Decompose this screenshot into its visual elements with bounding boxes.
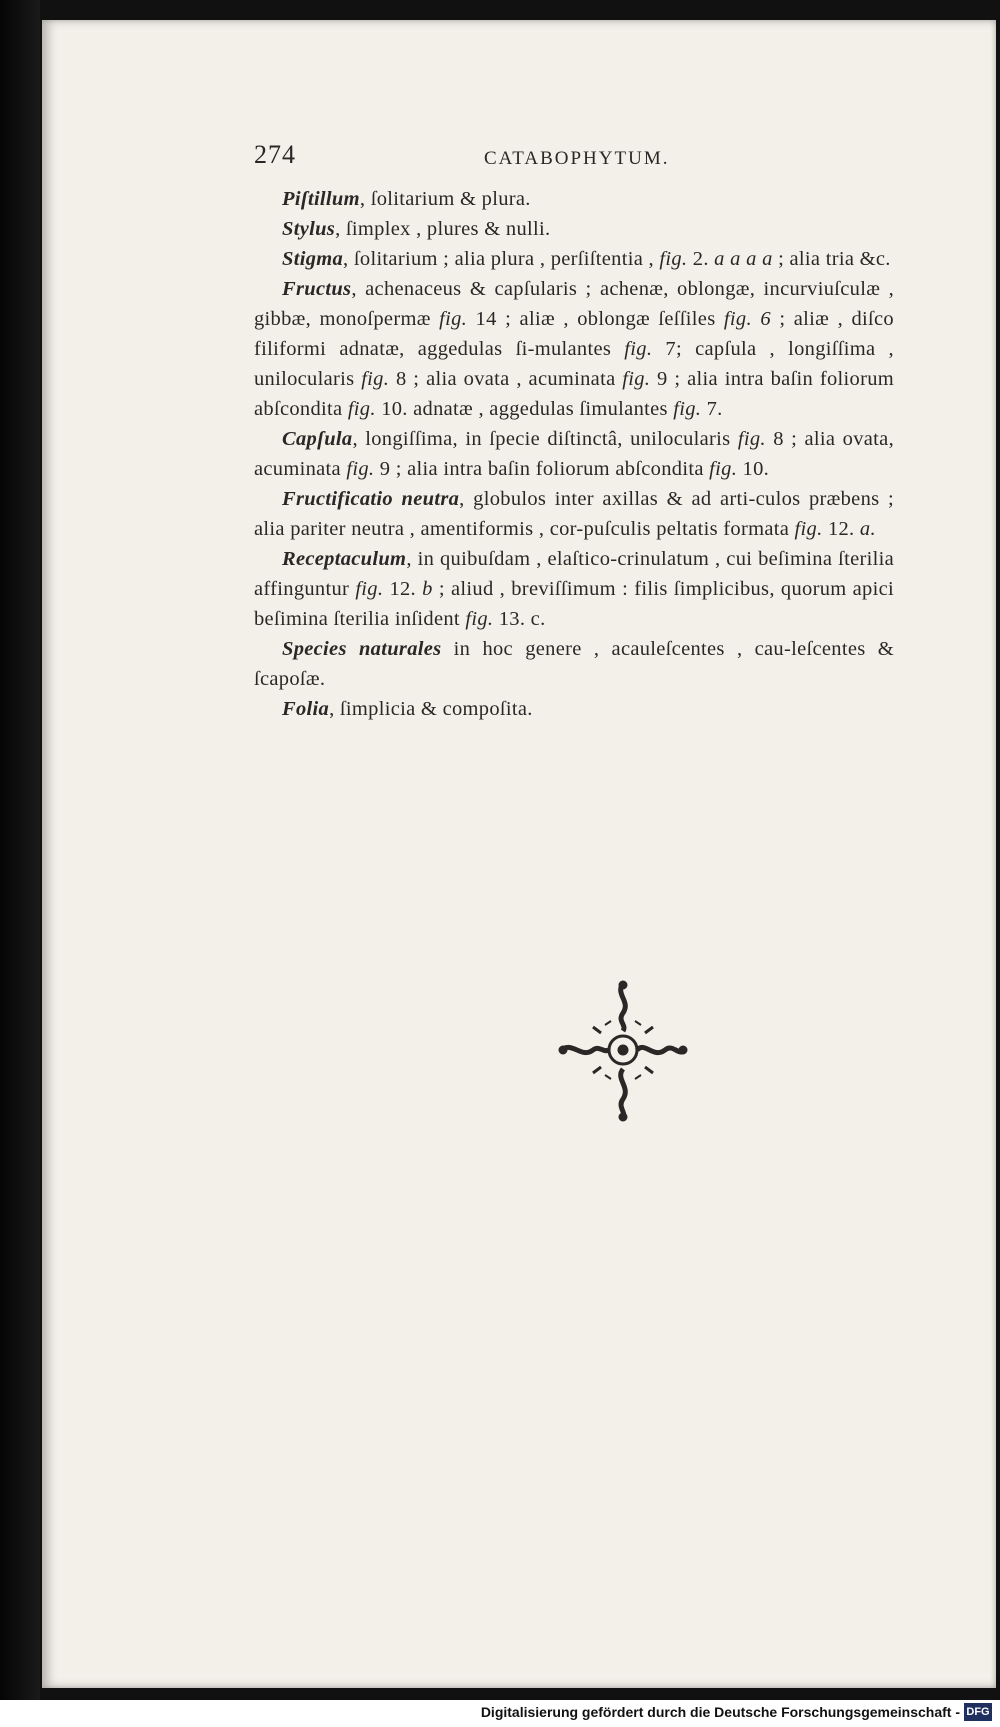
running-head: CATABOPHYTUM.: [484, 148, 670, 169]
term-heading: Stigma: [282, 248, 344, 270]
book-page: [42, 20, 996, 1688]
text-run: 8 ; alia ovata , acuminata: [389, 368, 623, 390]
text-run: 9 ; alia intra baſin foliorum abſcondita: [254, 368, 894, 420]
paragraph: [254, 694, 894, 724]
text-run: 9 ; alia intra baſin foliorum abſcondita: [374, 458, 710, 480]
figure-reference: b: [422, 578, 433, 600]
figure-reference: fig.: [794, 518, 823, 540]
text-run: , ſolitarium ; alia plura , perſiſtentia ,: [343, 248, 660, 270]
figure-reference: fig.: [624, 338, 653, 360]
figure-reference: fig.: [709, 458, 738, 480]
footer-credit: Digitalisierung gefördert durch die Deutsche Forschungsgemeinschaft -: [480, 1704, 960, 1720]
text-run: ; aliud , breviſſimum : filis ſimplicibus, quorum apici beſimina ſterilia inſident: [254, 578, 894, 630]
text-run: , longiſſima, in ſpecie diſtinctâ, unilocularis: [352, 428, 738, 450]
term-heading: Piſtillum: [282, 188, 360, 210]
text-run: , achenaceus & capſularis ; achenæ, oblongæ, incurviuſculæ , gibbæ, monoſpermæ: [254, 278, 894, 330]
text-run: 7.: [701, 398, 723, 420]
paragraph: [254, 634, 894, 694]
text-run: 14 ; aliæ , oblongæ ſeſſiles: [467, 308, 724, 330]
text-run: 12.: [383, 578, 423, 600]
figure-reference: fig.: [347, 398, 376, 420]
paragraph: [254, 484, 894, 544]
text-run: , globulos inter axillas & ad arti-culos præbens ; alia pariter neutra , amentiformis , cor-puſculis peltatis formata: [254, 488, 894, 540]
paragraph: [254, 424, 894, 484]
paragraph: [254, 244, 894, 274]
figure-reference: fig.: [346, 458, 375, 480]
term-heading: Fructus: [282, 278, 352, 300]
text-run: , ſimplex , plures & nulli.: [335, 218, 551, 240]
figure-reference: fig.: [622, 368, 651, 390]
figure-reference: fig. 6: [723, 308, 771, 330]
term-heading: Fructificatio neutra: [282, 488, 460, 510]
text-run: 2.: [687, 248, 715, 270]
term-heading: Receptaculum: [282, 548, 407, 570]
scan-left-edge: [0, 0, 40, 1727]
figure-reference: fig.: [737, 428, 766, 450]
paragraph: [254, 274, 894, 424]
figure-reference: a a a a: [714, 248, 773, 270]
paragraph: [254, 544, 894, 634]
term-heading: Capſula: [282, 428, 353, 450]
body-text: [254, 184, 894, 724]
text-run: 10. adnatæ , aggedulas ſimulantes: [375, 398, 674, 420]
text-run: 7; capſula , longiſſima , unilocularis: [254, 338, 894, 390]
page-number: 274: [254, 140, 296, 169]
printer-ornament: [553, 975, 693, 1125]
figure-reference: fig.: [361, 368, 390, 390]
text-run: 10.: [737, 458, 770, 480]
text-run: 12.: [822, 518, 860, 540]
paragraph: [254, 214, 894, 244]
dfg-logo: DFG: [964, 1703, 992, 1721]
figure-reference: a.: [859, 518, 876, 540]
figure-reference: fig.: [439, 308, 468, 330]
figure-reference: fig.: [465, 608, 494, 630]
figure-reference: fig.: [659, 248, 688, 270]
figure-reference: fig.: [673, 398, 702, 420]
text-run: ; alia tria &c.: [772, 248, 891, 270]
term-heading: Folia: [282, 698, 330, 720]
figure-reference: fig.: [355, 578, 384, 600]
paragraph: [254, 184, 894, 214]
term-heading: Species naturales: [282, 638, 442, 660]
text-run: , in quibuſdam , elaſtico-crinulatum , cui beſimina ſterilia affinguntur: [254, 548, 894, 600]
text-run: in hoc genere , acauleſcentes , cau-leſcentes & ſcapoſæ.: [254, 638, 894, 690]
text-run: ; aliæ , diſco filiformi adnatæ, aggedulas ſi-mulantes: [254, 308, 894, 360]
text-run: 13. c.: [493, 608, 546, 630]
text-run: , ſolitarium & plura.: [359, 188, 531, 210]
digitization-footer: [0, 1700, 1000, 1727]
text-run: , ſimplicia & compoſita.: [329, 698, 533, 720]
term-heading: Stylus: [282, 218, 336, 240]
page-text-block: [254, 130, 894, 724]
page-header: [254, 130, 894, 176]
text-run: 8 ; alia ovata, acuminata: [254, 428, 894, 480]
